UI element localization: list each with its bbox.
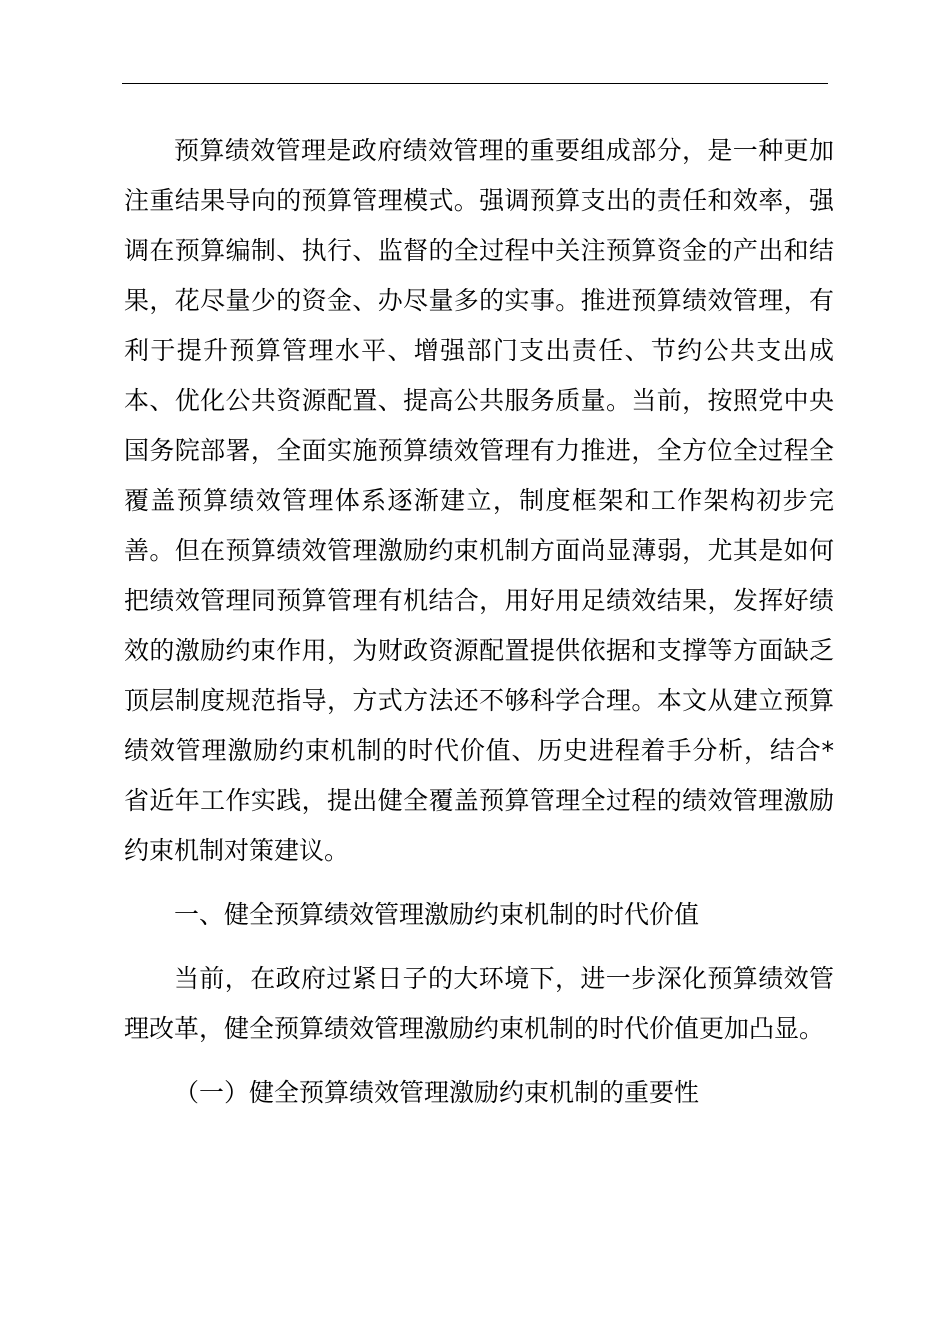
subsection-heading-1: （一）健全预算绩效管理激励约束机制的重要性 <box>174 1078 700 1107</box>
intro-paragraph: 预算绩效管理是政府绩效管理的重要组成部分，是一种更加注重结果导向的预算管理模式。强调预算支出的责任和效率，强调在预算编制、执行、监督的全过程中关注预算资金的产出和结果，花尽量少的资金、办尽量多的实事。推进预算绩效管理，有利于提升预算管理水平、增强部门支出责任、节约公共支出成本、优化公共资源配置、提高公共服务质量。当前，按照党中央国务院部署，全面实施预算绩效管理有力推进，全方位全过程全覆盖预算绩效管理体系逐渐建立，制度框架和工作架构初步完善。但在预算绩效管理激励约束机制方面尚显薄弱，尤其是如何把绩效管理同预算管理有机结合，用好用足绩效结果，发挥好绩效的激励约束作用，为财政资源配置提供依据和支撑等方面缺乏顶层制度规范指导，方式方法还不够科学合理。本文从建立预算绩效管理激励约束机制的时代价值、历史进程着手分析，结合*省近年工作实践，提出健全覆盖预算管理全过程的绩效管理激励约束机制对策建议。 <box>124 136 834 865</box>
document-body <box>124 126 834 1118</box>
section-1-paragraph: 当前，在政府过紧日子的大环境下，进一步深化预算绩效管理改革，健全预算绩效管理激励约束机制的时代价值更加凸显。 <box>124 964 834 1043</box>
header-rule <box>122 83 828 84</box>
section-heading-1: 一、健全预算绩效管理激励约束机制的时代价值 <box>174 900 700 929</box>
